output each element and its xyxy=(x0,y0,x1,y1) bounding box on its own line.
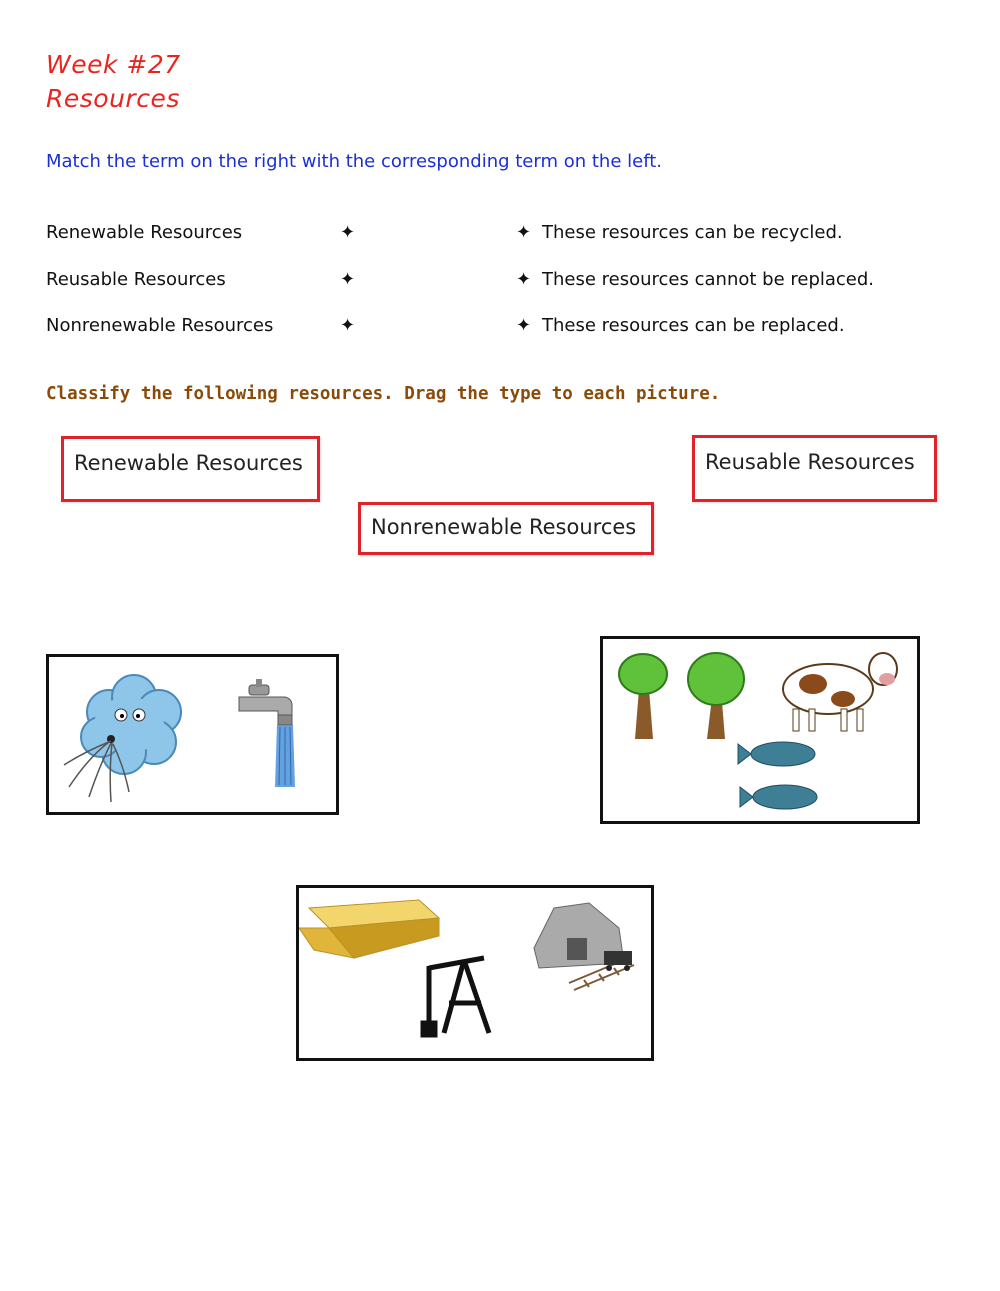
picture-box-minerals[interactable] xyxy=(296,885,654,1061)
water-faucet-icon xyxy=(239,679,295,787)
picture-box-living-art xyxy=(603,639,917,821)
left-connector-dot-1[interactable]: ✦ xyxy=(340,222,356,243)
picture-box-minerals-art xyxy=(299,888,651,1058)
right-connector-dot-3[interactable]: ✦ xyxy=(516,315,532,336)
drag-label-nonrenewable[interactable]: Nonrenewable Resources xyxy=(358,502,654,555)
picture-box-wind-water[interactable] xyxy=(46,654,339,815)
picture-box-wind-water-art xyxy=(49,657,336,812)
fish-icon xyxy=(740,785,817,809)
cow-icon xyxy=(783,653,897,731)
left-term-renewable: Renewable Resources xyxy=(46,222,243,243)
fish-icon xyxy=(738,742,815,766)
right-term-recycled: These resources can be recycled. xyxy=(542,222,843,243)
left-term-reusable: Reusable Resources xyxy=(46,269,226,290)
right-connector-dot-1[interactable]: ✦ xyxy=(516,222,532,243)
tree-icon xyxy=(619,654,667,739)
oil-pump-icon xyxy=(423,958,489,1035)
right-term-cannot-replace: These resources cannot be replaced. xyxy=(542,269,875,290)
tree-icon xyxy=(688,653,744,739)
classify-instruction: Classify the following resources. Drag the type to each picture. xyxy=(46,384,721,404)
drag-label-reusable[interactable]: Reusable Resources xyxy=(692,435,937,502)
left-connector-dot-2[interactable]: ✦ xyxy=(340,269,356,290)
picture-box-living[interactable] xyxy=(600,636,920,824)
match-instruction: Match the term on the right with the corresponding term on the left. xyxy=(46,151,662,172)
wind-cloud-icon xyxy=(64,675,181,802)
right-term-can-replace: These resources can be replaced. xyxy=(542,315,845,336)
left-connector-dot-3[interactable]: ✦ xyxy=(340,315,356,336)
drag-label-renewable[interactable]: Renewable Resources xyxy=(61,436,320,502)
topic-title: Resources xyxy=(46,84,180,113)
coal-mine-icon xyxy=(534,903,634,990)
right-connector-dot-2[interactable]: ✦ xyxy=(516,269,532,290)
week-title: Week #27 xyxy=(46,50,181,79)
left-term-nonrenewable: Nonrenewable Resources xyxy=(46,315,274,336)
gold-bar-icon xyxy=(299,900,439,958)
